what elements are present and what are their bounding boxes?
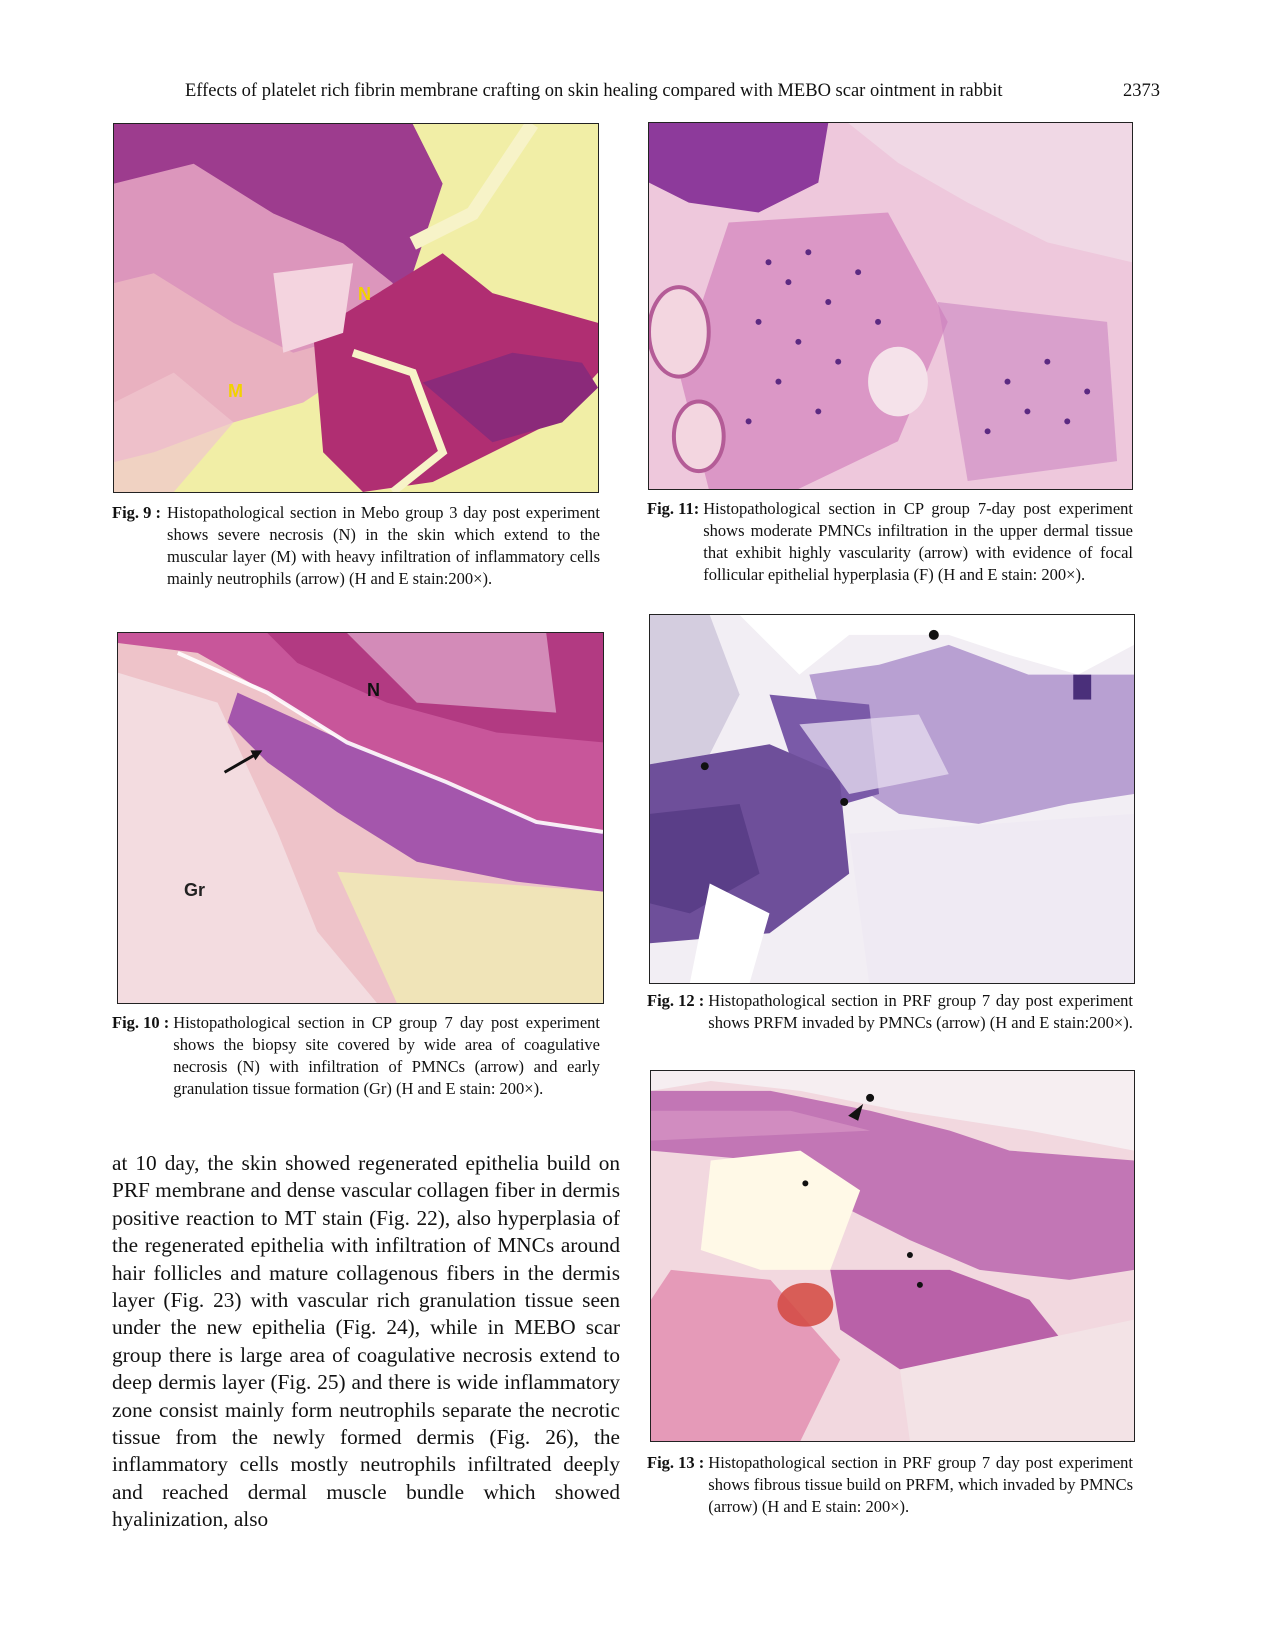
figure-9-caption (112, 502, 600, 590)
fig10-mark-n: N (367, 680, 380, 700)
fig10-mark-gr: Gr (184, 880, 206, 900)
figure-13-label: Fig. 13 : (647, 1453, 705, 1472)
page-number: 2373 (1123, 81, 1160, 101)
figure-9-caption-text: Histopathological section in Mebo group 3 day post experiment shows severe necrosis (N) in the skin which extend to the muscular layer (M) with heavy infiltration of inflammatory cells mainly neutrophils (arrow) (H and E stain:200×). (167, 503, 600, 588)
figure-12-image (649, 614, 1135, 984)
figure-11-caption-text: Histopathological section in CP group 7-day post experiment shows moderate PMNCs infiltration in the upper dermal tissue that exhibit highly vascularity (arrow) with evidence of focal follicular epithelial hyperplasia (F) (H and E stain: 200×). (703, 499, 1133, 584)
figure-9-label: Fig. 9 : (112, 503, 162, 522)
figure-12-caption-text: Histopathological section in PRF group 7 day post experiment shows PRFM invaded by PMNCs (arrow) (H and E stain:200×). (708, 991, 1133, 1032)
figure-10-caption-text: Histopathological section in CP group 7 day post experiment shows the biopsy site covered by wide area of coagulative necrosis (N) with infiltration of PMNCs (arrow) and early granulation tissue formation (Gr) (H and E stain: 200×). (173, 1013, 600, 1098)
figure-13-caption (647, 1452, 1133, 1518)
figure-12-label: Fig. 12 : (647, 991, 705, 1010)
figure-10-caption (112, 1012, 600, 1100)
figure-13-image (650, 1070, 1135, 1442)
body-paragraph: at 10 day, the skin showed regenerated epithelia build on PRF membrane and dense vascular collagen fiber in dermis positive reaction to MT stain (Fig. 22), also hyperplasia of the regenerated epithelia with infiltration of MNCs around hair follicles and mature collagenous fibers in the dermis layer (Fig. 23) with vascular rich granulation tissue seen under the new epithelia (Fig. 24), while in MEBO scar group there is large area of coagulative necrosis extend to deep dermis layer (Fig. 25) and there is wide inflammatory zone consist mainly form neutrophils separate the necrotic tissue from the newly formed dermis (Fig. 26), the inflammatory cells mostly neutrophils infiltrated deeply and reached dermal muscle bundle which showed hyalinization, also (112, 1151, 620, 1532)
figure-10-label: Fig. 10 : (112, 1013, 170, 1032)
figure-11-label: Fig. 11: (647, 499, 700, 518)
figure-13-caption-text: Histopathological section in PRF group 7 day post experiment shows fibrous tissue build on PRFM, which invaded by PMNCs (arrow) (H and E stain: 200×). (708, 1453, 1133, 1516)
fig9-mark-m: M (228, 381, 243, 401)
running-title: Effects of platelet rich fibrin membrane crafting on skin healing compared with MEBO scar ointment in rabbit (185, 81, 1003, 101)
figure-10-image (117, 632, 604, 1004)
figure-9-image (113, 123, 599, 493)
figure-12-caption (647, 990, 1133, 1034)
fig9-mark-n: N (358, 284, 371, 304)
figure-11-caption (647, 498, 1133, 586)
figure-11-image (648, 122, 1133, 490)
